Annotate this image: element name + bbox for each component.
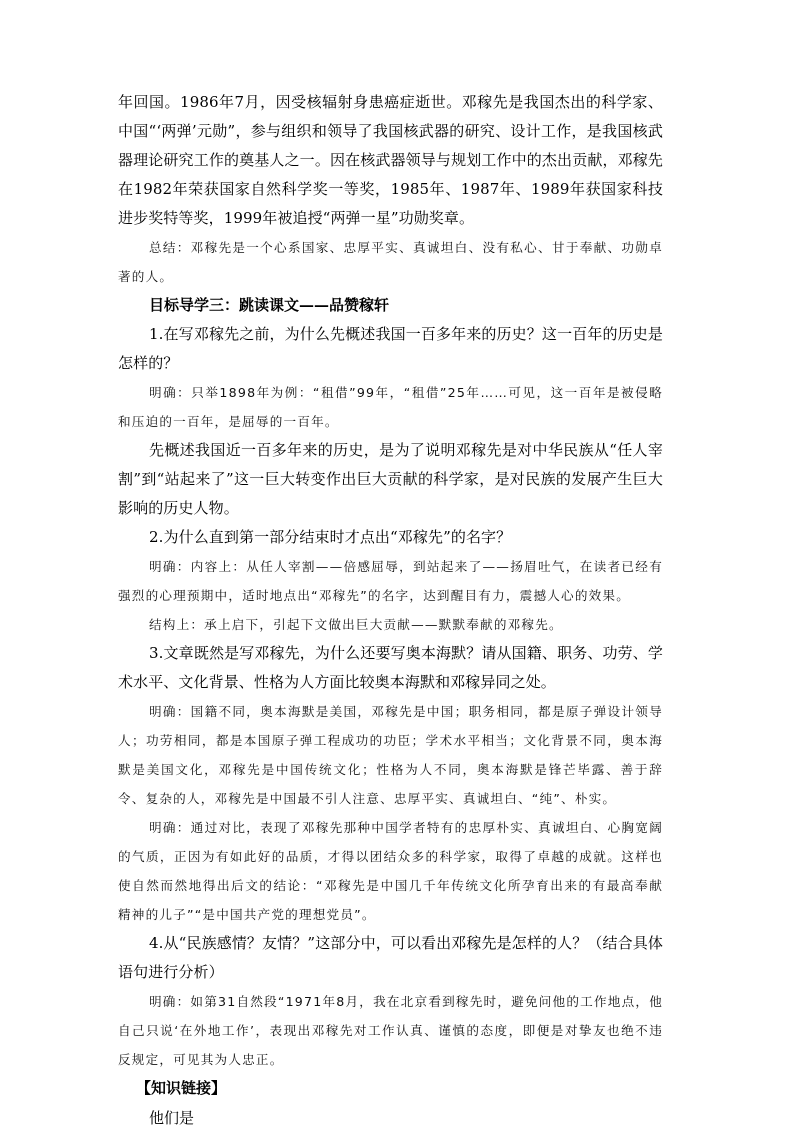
answer-2-content: 明确：内容上：从任人宰割——倍感屈辱，到站起来了——扬眉吐气，在读者已经有强烈的心理预期中，适时地点出“邓稼先”的名字，达到醒目有力，震撼人心的效果。	[118, 559, 663, 603]
answer-3-comparison: 明确：国籍不同，奥本海默是美国，邓稼先是中国；职务相同，都是原子弹设计领导人；功劳相同，都是本国原子弹工程成功的功臣；学术水平相当；文化背景不同，奥本海默是美国文化，邓稼先是中国传统文化；性格为人不同，奥本海默是锋芒毕露、善于辞令、复杂的人，邓稼先是中国最不引人注意、忠厚平实、真诚坦白、“纯”、朴实。	[118, 704, 663, 806]
question-4: 4.从“民族感情？友情？”这部分中，可以看出邓稼先是怎样的人？（结合具体语句进行分析）	[118, 934, 663, 981]
answer-4: 明确：如第31自然段“1971年8月，我在北京看到稼先时，避免问他的工作地点，他自己只说‘在外地工作’，表现出邓稼先对工作认真、谨慎的态度，即便是对挚友也绝不违反规定，可见其为人忠正。	[118, 994, 663, 1067]
intro-paragraph: 年回国。1986年7月，因受核辐射身患癌症逝世。邓稼先是我国杰出的科学家、中国“‘两弹’元勋”，参与组织和领导了我国核武器的研究、设计工作，是我国核武器理论研究工作的奠基人之一。因在核武器领导与规划工作中的杰出贡献，邓稼先在1982年荣获国家自然科学奖一等奖，1985年、1987年、1989年获国家科技进步奖特等奖，1999年被追授“两弹一星”功勋奖章。	[118, 93, 663, 227]
answer-1: 明确：只举1898年为例：“租借”99年，“租借”25年……可见，这一百年是被侵略和压迫的一百年，是屈辱的一百年。	[118, 385, 663, 429]
knowledge-link-heading: 【知识链接】	[136, 1079, 227, 1097]
document-body	[118, 88, 663, 1133]
trailing-text: 他们是	[149, 1109, 195, 1127]
question-1: 1.在写邓稼先之前，为什么先概述我国一百多年来的历史？这一百年的历史是怎样的？	[118, 325, 663, 372]
question-3: 3.文章既然是写邓稼先，为什么还要写奥本海默？请从国籍、职务、功劳、学术水平、文化背景、性格为人方面比较奥本海默和邓稼异同之处。	[118, 644, 663, 691]
history-paragraph: 先概述我国近一百多年来的历史，是为了说明邓稼先是对中华民族从“任人宰割”到“站起来了”这一巨大转变作出巨大贡献的科学家，是对民族的发展产生巨大影响的历史人物。	[118, 441, 663, 517]
summary-paragraph: 总结：邓稼先是一个心系国家、忠厚平实、真诚坦白、没有私心、甘于奉献、功勋卓著的人。	[118, 240, 663, 284]
answer-2-structure: 结构上：承上启下，引起下文做出巨大贡献——默默奉献的邓稼先。	[149, 617, 563, 632]
section-heading: 目标导学三：跳读课文——品赞稼轩	[149, 296, 390, 314]
answer-3-effect: 明确：通过对比，表现了邓稼先那种中国学者特有的忠厚朴实、真诚坦白、心胸宽阔的气质，正因为有如此好的品质，才得以团结众多的科学家，取得了卓越的成就。这样也使自然而然地得出后文的结论：“邓稼先是中国几千年传统文化所孕育出来的有最高奉献精神的儿子”“是中国共产党的理想党员”。	[118, 820, 663, 922]
question-2: 2.为什么直到第一部分结束时才点出“邓稼先”的名字？	[149, 528, 512, 546]
